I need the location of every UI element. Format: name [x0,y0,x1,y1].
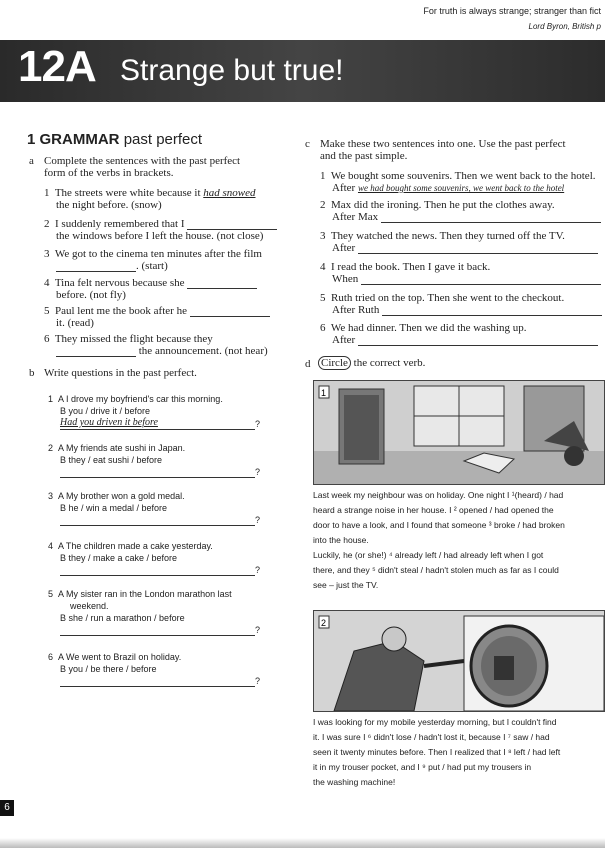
exercise-a-item-2: 2 I suddenly remembered that I the windows before I left the house. (not close) [44,218,294,242]
example-answer: had snowed [203,187,256,199]
exercise-b-item-4: 4 A The children made a cake yesterday. B they / make a cake / before ? [48,541,261,575]
story-line: into the house. [313,535,369,545]
circle-word: Circle [318,356,351,370]
section-number: 1 [27,131,36,148]
story-1-text [313,488,605,593]
exercise-a-item-3: 3 We got to the cinema ten minutes after the film . (start) [44,248,262,272]
page-number: 6 [0,800,14,816]
answer-blank[interactable] [358,336,598,346]
answer-blank[interactable] [187,220,277,230]
exercise-c-item-6: 6 We had dinner. Then we did the washing up. After [320,322,605,346]
answer-blank[interactable] [56,262,136,272]
header-quote: For truth is always strange; stranger than fict [423,6,601,16]
story-line: see – just the TV. [313,580,379,590]
illustration-burglary [313,380,605,485]
exercise-c-item-2: 2 Max did the ironing. Then he put the clothes away. After Max [320,199,605,223]
example-answer: we had bought some souvenirs, we went back to the hotel [357,183,565,193]
example-answer: Had you driven it before [60,417,255,430]
section-name: GRAMMAR [39,131,120,148]
exercise-c-item-3: 3 They watched the news. Then they turned off the TV. After [320,230,605,254]
exercise-b-instruction: Write questions in the past perfect. [44,367,197,379]
story-2-text [313,715,605,790]
picture-number: 1 [321,388,327,398]
exercise-b-item-1: 1 A I drove my boyfriend's car this morning. B you / drive it / before Had you driven it before ? [48,394,261,429]
story-line: I was looking for my mobile yesterday morning, but I couldn't find [313,717,557,727]
unit-number: 12A [18,42,96,91]
illustration-washing-machine [313,610,605,712]
section-heading [27,131,202,148]
exercise-a-instruction-1: Complete the sentences with the past perfect [44,155,241,167]
story-line: the washing machine! [313,777,396,787]
answer-blank[interactable] [358,244,598,254]
exercise-d-letter: d [305,358,311,370]
item-text-2: the night before. (snow) [56,199,162,211]
answer-blank[interactable] [60,516,255,526]
exercise-a-letter: a [29,155,34,167]
answer-blank[interactable] [190,307,270,317]
exercise-a-item-5: 5 Paul lent me the book after he it. (read) [44,305,294,329]
exercise-c-item-5: 5 Ruth tried on the top. Then she went to the checkout. After Ruth [320,292,605,316]
story-line: Luckily, he (or she!) ⁴ already left / had already left when I got [313,550,544,560]
answer-blank[interactable] [60,626,255,636]
story-line: Last week my neighbour was on holiday. One night I ¹(heard) / had [313,490,564,500]
exercise-b-item-6: 6 A We went to Brazil on holiday. B you / be there / before ? [48,652,261,686]
answer-blank[interactable] [187,279,257,289]
exercise-a-item-6: 6 They missed the flight because they the announcement. (not hear) [44,333,268,357]
story-line: it in my trouser pocket, and I ⁹ put / had put my trousers in [313,762,532,772]
story-line: door to have a look, and I found that someone ³ broke / had broken [313,520,565,530]
exercise-b-item-5: 5 A My sister ran in the London marathon last weekend. B she / run a marathon / before ? [48,589,261,635]
story-line: heard a strange noise in her house. I ² opened / had opened the [313,505,554,515]
burglary-scene [314,381,604,484]
story-line: seen it twenty minutes before. Then I realized that I ⁸ left / had left [313,747,561,757]
story-line: there, and they ⁵ didn't steal / hadn't stolen much as far as I could [313,565,559,575]
exercise-a-item-4: 4 Tina felt nervous because she before. (not fly) [44,277,294,301]
picture-number: 2 [321,618,327,628]
washing-machine-scene [314,611,604,711]
answer-blank[interactable] [60,677,255,687]
exercise-a-item-1 [44,187,294,211]
exercise-b-item-2: 2 A My friends ate sushi in Japan. B they / eat sushi / before ? [48,443,261,477]
header-quote-author: Lord Byron, British p [528,22,601,31]
story-line: it. I was sure I ⁶ didn't lose / hadn't lost it, because I ⁷ saw / had [313,732,550,742]
page-title: Strange but true! [120,54,344,87]
answer-blank[interactable] [381,213,601,223]
answer-blank[interactable] [361,275,601,285]
answer-blank[interactable] [60,566,255,576]
exercise-c-instruction-1: Make these two sentences into one. Use the past perfect [320,138,566,150]
answer-blank[interactable] [382,306,602,316]
exercise-c-item-4: 4 I read the book. Then I gave it back. When [320,261,605,285]
exercise-d-instruction: Circle the correct verb. [318,357,425,369]
page-bottom-edge [0,838,605,848]
exercise-c-item-1: 1 We bought some souvenirs. Then we went back to the hotel. After we had bought some souvenirs, we went back to the hotel [320,170,596,194]
answer-blank[interactable] [60,468,255,478]
section-topic: past perfect [123,131,203,148]
item-number: 1 [44,187,50,199]
exercise-b-item-3: 3 A My brother won a gold medal. B he / win a medal / before ? [48,491,261,525]
exercise-c-letter: c [305,138,310,150]
exercise-c-instruction-2: and the past simple. [320,150,408,162]
exercise-a-instruction-2: form of the verbs in brackets. [44,167,174,179]
answer-blank[interactable] [56,347,136,357]
exercise-b-letter: b [29,367,35,379]
item-text: The streets were white because it [54,187,201,199]
